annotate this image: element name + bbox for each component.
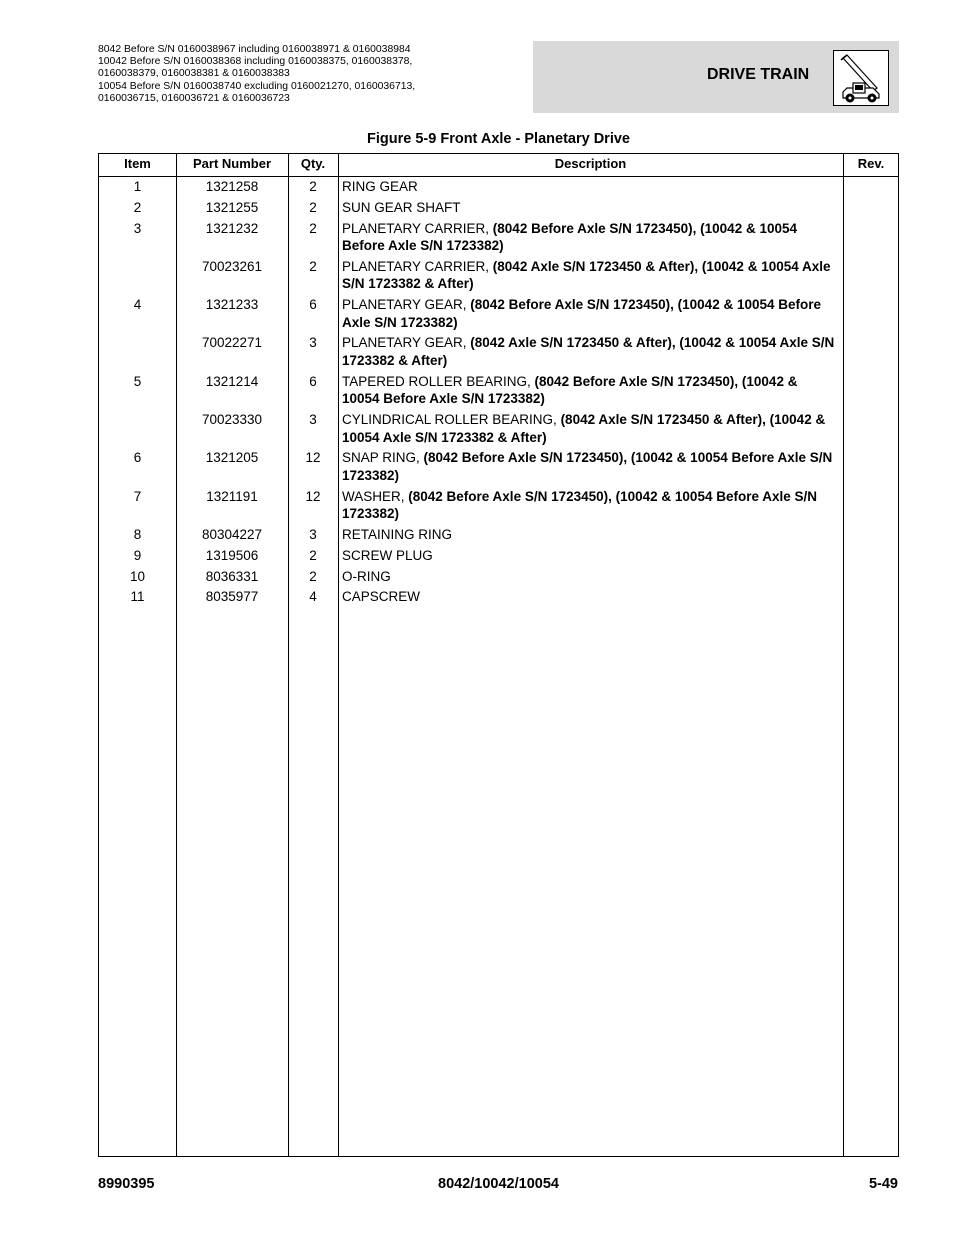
item-cell: 3 xyxy=(133,220,142,236)
item-cell xyxy=(99,410,176,446)
rev-cell xyxy=(837,587,893,606)
description-cell xyxy=(338,177,837,196)
description-text: CAPSCREW xyxy=(342,589,421,605)
qty-cell: 2 xyxy=(309,199,317,215)
applicability-line: 0160038379, 0160038381 & 0160038383 xyxy=(98,68,290,80)
item-cell: 8 xyxy=(133,526,142,542)
part-number-cell: 1321233 xyxy=(205,297,259,313)
description-text: O-RING xyxy=(342,568,391,584)
telehandler-machine-icon xyxy=(833,50,889,106)
qty-cell: 2 xyxy=(309,547,317,563)
qty-cell: 2 xyxy=(309,258,317,274)
qty-cell: 3 xyxy=(309,526,317,542)
item-cell: 10 xyxy=(129,568,146,584)
rev-cell xyxy=(837,567,893,586)
part-number-cell: 1321232 xyxy=(205,220,259,236)
qty-cell: 3 xyxy=(309,412,317,428)
part-number-cell: 1321191 xyxy=(206,488,258,504)
rev-cell xyxy=(837,372,893,408)
table-row xyxy=(99,372,898,410)
part-number-cell: 8036331 xyxy=(205,568,259,584)
table-row xyxy=(99,219,898,257)
description-text: SNAP RING, xyxy=(342,450,424,466)
description-cell xyxy=(338,219,837,255)
rev-cell xyxy=(837,219,893,255)
description-text: RING GEAR xyxy=(342,179,418,194)
qty-cell: 2 xyxy=(309,220,317,236)
part-number-cell: 8035977 xyxy=(205,589,259,605)
figure-title: Figure 5-9 Front Axle - Planetary Drive xyxy=(367,131,630,147)
item-cell: 5 xyxy=(133,373,142,389)
column-header-rev: Rev. xyxy=(857,156,885,171)
column-header-item: Item xyxy=(124,156,151,171)
item-cell: 4 xyxy=(133,297,142,313)
model-numbers: 8042/10042/10054 xyxy=(438,1176,559,1192)
description-note: (8042 Before Axle S/N 1723450), (10042 & 10054 Before Axle S/N 1723382) xyxy=(342,373,798,407)
description-cell xyxy=(338,372,837,408)
qty-cell: 12 xyxy=(305,488,321,504)
rev-cell xyxy=(837,333,893,369)
rev-cell xyxy=(837,177,893,196)
qty-cell: 2 xyxy=(309,179,317,194)
description-text: PLANETARY CARRIER, xyxy=(342,220,493,236)
description-cell xyxy=(338,448,837,484)
qty-cell: 4 xyxy=(309,589,317,605)
description-text: SCREW PLUG xyxy=(342,547,433,563)
description-note: (8042 Before Axle S/N 1723450), (10042 & 10054 Before Axle S/N 1723382) xyxy=(342,297,822,330)
item-cell: 1 xyxy=(133,179,142,194)
part-number-cell: 70023330 xyxy=(201,412,263,428)
rev-cell xyxy=(837,198,893,217)
description-cell xyxy=(338,567,837,586)
description-cell xyxy=(338,410,837,446)
part-number-cell: 1321255 xyxy=(205,199,259,215)
description-note: (8042 Axle S/N 1723450 & After), (10042 & 10054 Axle S/N 1723382 & After) xyxy=(342,412,826,445)
description-text: SUN GEAR SHAFT xyxy=(342,199,461,215)
description-note: (8042 Before Axle S/N 1723450), (10042 & 10054 Before Axle S/N 1723382) xyxy=(342,450,833,483)
table-row xyxy=(99,546,898,567)
description-text: WASHER, xyxy=(342,488,409,504)
rev-cell xyxy=(837,295,893,331)
item-cell: 7 xyxy=(133,488,142,504)
qty-cell: 2 xyxy=(309,568,317,584)
table-row xyxy=(99,410,898,448)
applicability-line: 10042 Before S/N 0160038368 including 0160038375, 0160038378, xyxy=(98,56,413,68)
description-cell xyxy=(338,525,837,544)
table-row xyxy=(99,198,898,219)
column-header-part-number: Part Number xyxy=(192,156,272,171)
part-number-cell: 1321205 xyxy=(205,450,259,466)
section-header xyxy=(533,41,899,113)
description-cell xyxy=(338,198,837,217)
page-number: 5-49 xyxy=(868,1176,898,1192)
qty-cell: 6 xyxy=(309,373,317,389)
description-text: PLANETARY GEAR, xyxy=(342,297,471,313)
part-number-cell: 1321214 xyxy=(205,373,259,389)
table-row xyxy=(99,448,898,486)
table-row xyxy=(99,333,898,371)
parts-table xyxy=(98,153,899,1157)
document-number: 8990395 xyxy=(98,1176,155,1192)
column-header-description: Description xyxy=(554,156,627,171)
table-row xyxy=(99,177,898,198)
applicability-line: 10054 Before S/N 0160038740 excluding 0160021270, 0160036713, xyxy=(98,80,416,92)
description-text: PLANETARY GEAR, xyxy=(342,335,471,351)
column-header-qty: Qty. xyxy=(300,156,326,171)
item-cell: 9 xyxy=(133,547,142,563)
table-body xyxy=(99,177,898,608)
table-row xyxy=(99,295,898,333)
description-text: RETAINING RING xyxy=(342,526,453,542)
qty-cell: 3 xyxy=(309,335,317,351)
description-cell xyxy=(338,333,837,369)
applicability-line: 8042 Before S/N 0160038967 including 0160038971 & 0160038984 xyxy=(98,44,411,55)
qty-cell: 6 xyxy=(309,297,317,313)
description-note: (8042 Before Axle S/N 1723450), (10042 & 10054 Before Axle S/N 1723382) xyxy=(342,220,797,254)
description-cell xyxy=(338,546,837,565)
description-text: PLANETARY CARRIER, xyxy=(342,258,493,274)
table-row xyxy=(99,257,898,295)
description-cell xyxy=(338,295,837,331)
rev-cell xyxy=(837,448,893,484)
description-text: TAPERED ROLLER BEARING, xyxy=(342,373,535,389)
table-row xyxy=(99,487,898,525)
description-note: (8042 Before Axle S/N 1723450), (10042 & 10054 Before Axle S/N 1723382) xyxy=(342,488,817,522)
section-title: DRIVE TRAIN xyxy=(707,66,810,83)
part-number-cell: 70022271 xyxy=(201,335,263,351)
part-number-cell: 1319506 xyxy=(205,547,259,563)
rev-cell xyxy=(837,487,893,523)
part-number-cell: 70023261 xyxy=(201,258,263,274)
description-note: (8042 Axle S/N 1723450 & After), (10042 & 10054 Axle S/N 1723382 & After) xyxy=(342,258,831,292)
qty-cell: 12 xyxy=(305,450,321,466)
item-cell: 6 xyxy=(133,450,142,466)
item-cell xyxy=(99,333,176,369)
rev-cell xyxy=(837,546,893,565)
description-text: CYLINDRICAL ROLLER BEARING, xyxy=(342,412,561,428)
item-cell: 11 xyxy=(130,589,145,605)
part-number-cell: 80304227 xyxy=(201,526,263,542)
applicability-line: 0160036715, 0160036721 & 0160036723 xyxy=(98,92,290,104)
rev-cell xyxy=(837,257,893,293)
table-row xyxy=(99,525,898,546)
applicability-block xyxy=(98,44,518,105)
description-cell xyxy=(338,487,837,523)
description-cell xyxy=(338,257,837,293)
description-cell xyxy=(338,587,837,606)
item-cell xyxy=(99,257,176,293)
rev-cell xyxy=(837,410,893,446)
part-number-cell: 1321258 xyxy=(205,179,259,194)
description-note: (8042 Axle S/N 1723450 & After), (10042 & 10054 Axle S/N 1723382 & After) xyxy=(342,335,835,368)
table-row xyxy=(99,567,898,588)
rev-cell xyxy=(837,525,893,544)
table-row xyxy=(99,587,898,608)
item-cell: 2 xyxy=(133,199,142,215)
